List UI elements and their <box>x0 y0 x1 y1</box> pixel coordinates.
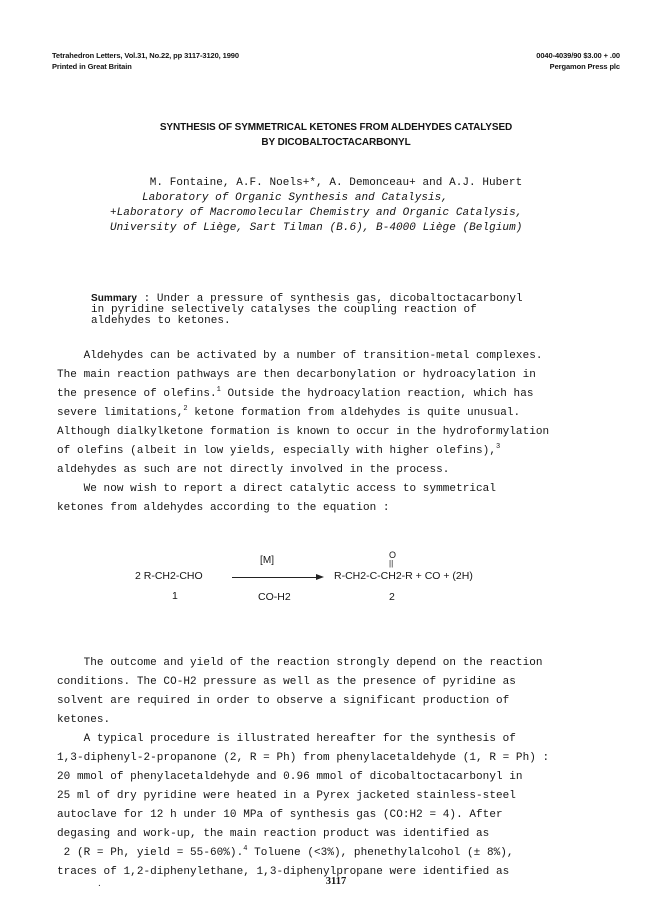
summary-text: aldehydes to ketones. <box>91 315 231 327</box>
body-line: Toluene (<3%), phenethylalcohol (± 8%), <box>247 847 514 859</box>
issn-price-line: 0040-4039/90 $3.00 + .00 <box>536 51 620 60</box>
affiliation-line: University of Liège, Sart Tilman (B.6), B-4000 Liège (Belgium) <box>110 222 523 234</box>
body-line: ketones from aldehydes according to the equation : <box>57 502 390 514</box>
reactant-formula: 2 R-CH2-CHO <box>135 570 203 582</box>
body-line: aldehydes as such are not directly involved in the process. <box>57 464 450 476</box>
body-line: solvent are required in order to observe a significant production of <box>57 695 510 707</box>
body-line: of olefins (albeit in low yields, especially with higher olefins), <box>57 445 496 457</box>
title-line: SYNTHESIS OF SYMMETRICAL KETONES FROM ALDEHYDES CATALYSED <box>159 122 513 133</box>
body-line: conditions. The CO-H2 pressure as well as the presence of pyridine as <box>57 676 516 688</box>
summary-label: Summary <box>91 293 137 304</box>
body-line: The outcome and yield of the reaction strongly depend on the reaction <box>57 657 543 669</box>
reference-mark: 1 <box>216 386 221 394</box>
citation-line: Tetrahedron Letters, Vol.31, No.22, pp 3117-3120, 1990 <box>52 51 239 60</box>
reference-mark: 4 <box>243 845 248 853</box>
publisher-line: Pergamon Press plc <box>549 62 620 71</box>
margin-dot: . <box>98 878 101 889</box>
summary-text: : Under a pressure of synthesis gas, dicobaltoctacarbonyl <box>136 293 523 305</box>
page-number: 3117 <box>325 876 347 887</box>
body-line: Aldehydes can be activated by a number of transition-metal complexes. <box>57 350 543 362</box>
carbonyl-oxygen: O <box>389 550 397 560</box>
product-formula: R-CH2-C-CH2-R + CO + (2H) <box>334 570 473 582</box>
product-number: 2 <box>389 591 395 603</box>
journal-citation <box>52 50 239 72</box>
body-line: 25 ml of dry pyridine were heated in a Pyrex jacketed stainless-steel <box>57 790 516 802</box>
reaction-conditions: CO-H2 <box>258 591 291 603</box>
summary-text: in pyridine selectively catalyses the coupling reaction of <box>91 304 477 316</box>
reference-mark: 3 <box>495 443 501 451</box>
intro-paragraph <box>57 347 627 518</box>
summary-block <box>91 293 631 327</box>
reaction-arrow <box>232 577 318 578</box>
author-list: M. Fontaine, A.F. Noels+*, A. Demonceau+ and A.J. Hubert <box>149 177 523 189</box>
body-line: autoclave for 12 h under 10 MPa of synthesis gas (CO:H2 = 4). After <box>57 809 503 821</box>
body-line: The main reaction pathways are then decarbonylation or hydroacylation in <box>57 369 536 381</box>
body-line: A typical procedure is illustrated hereafter for the synthesis of <box>57 733 516 745</box>
arrow-head-icon <box>316 574 324 580</box>
affiliation-line: +Laboratory of Macromolecular Chemistry and Organic Catalysis, <box>110 207 523 219</box>
body-line: Although dialkylketone formation is known to occur in the hydroformylation <box>57 426 550 438</box>
printed-in-line: Printed in Great Britain <box>52 62 132 71</box>
carbonyl-bond: || <box>389 559 394 568</box>
catalyst-label: [M] <box>260 555 275 566</box>
body-line: the presence of olefins. <box>57 388 217 400</box>
body-line: Outside the hydroacylation reaction, which has <box>220 388 534 400</box>
body-line: 2 (R = Ph, yield = 55-60%). <box>57 847 244 859</box>
body-line: severe limitations, <box>57 407 184 419</box>
reactant-number: 1 <box>172 590 178 602</box>
body-line: degasing and work-up, the main reaction product was identified as <box>57 828 490 840</box>
body-line: We now wish to report a direct catalytic access to symmetrical <box>57 483 496 495</box>
paper-title <box>0 120 672 150</box>
title-line: BY DICOBALTOCTACARBONYL <box>261 137 411 148</box>
reference-mark: 2 <box>183 405 188 413</box>
body-line: 20 mmol of phenylacetaldehyde and 0.96 mmol of dicobaltoctacarbonyl in <box>57 771 523 783</box>
affiliation-line: Laboratory of Organic Synthesis and Catalysis, <box>142 192 448 204</box>
body-line: 1,3-diphenyl-2-propanone (2, R = Ph) from phenylacetaldehyde (1, R = Ph) : <box>57 752 550 764</box>
body-line: traces of 1,2-diphenylethane, 1,3-diphenylpropane were identified as <box>57 866 510 878</box>
journal-code <box>536 50 620 72</box>
affiliations <box>110 191 590 236</box>
body-line: ketone formation from aldehydes is quite unusual. <box>187 407 521 419</box>
body-line: ketones. <box>57 714 111 726</box>
results-paragraph <box>57 654 627 882</box>
